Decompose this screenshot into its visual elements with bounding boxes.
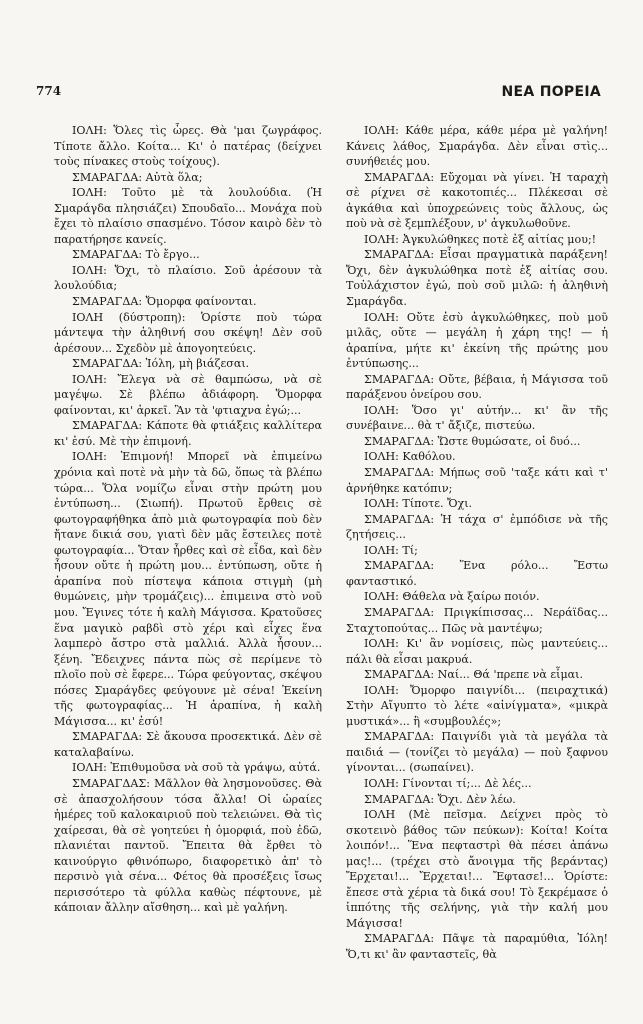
right-column	[346, 123, 608, 963]
dialogue-paragraph: ΣΜΑΡΑΓΔΑ: Ὥστε θυμώσατε, οἱ δυό...	[364, 434, 581, 448]
dialogue-paragraph: ΙΟΛΗ: Τίποτε. Ὄχι.	[364, 497, 473, 511]
dialogue-paragraph: ΣΜΑΡΑΓΔΑ: Ὄχι. Δὲν λέω.	[364, 792, 516, 806]
dialogue-paragraph: ΣΜΑΡΑΓΔΑ: Ἡ τάχα σ' ἐμπόδισε νὰ τῆς ζητήσεις...	[346, 512, 608, 542]
dialogue-paragraph: ΙΟΛΗ: Θάθελα νὰ ξαίρω ποιόν.	[364, 590, 540, 604]
dialogue-paragraph: ΙΟΛΗ: Τοῦτο μὲ τὰ λουλούδια. (Ἡ Σμαράγδα πλησιάζει) Σπουδαῖο... Μονάχα ποὺ ἔχει τὸ πλαίσιο σπασμένο. Τόσον καιρὸ δὲν τὸ παρατήρησε κανείς.	[54, 186, 322, 246]
dialogue-paragraph: ΙΟΛΗ (Μὲ πεῖσμα. Δείχνει πρὸς τὸ σκοτεινὸ βάθος τῶν πεύκων): Κοίτα! Κοίτα λοιπόν!... Ἕνα πεφταστρὶ θὰ πέσει ἀπάνω μας!... (τρέχει στὸ ἄνοιγμα τῆς βεράντας) Ἔρχεται!... Ἔρχεται!... Ἔφτασε!... Ὁρίστε: ἔπεσε στὰ χέρια τὰ δικά σου! Τὸ ξεκρέμασε ὁ ἱππότης τῆς σελήνης, γιὰ τὴν καλή μου Μάγισσα!	[346, 808, 608, 930]
dialogue-paragraph: ΙΟΛΗ: Ὅλες τὶς ὧρες. Θὰ 'μαι ζωγράφος. Τίποτε ἄλλο. Κοίτα... Κι' ὁ πατέρας (δείχνει τοὺς πίνακες στοὺς τοίχους).	[54, 124, 322, 169]
dialogue-paragraph: ΣΜΑΡΑΓΔΑ: Ἰόλη, μὴ βιάζεσαι.	[72, 357, 250, 371]
dialogue-paragraph: ΣΜΑΡΑΓΔΑΣ: Μᾶλλον θὰ λησμονοῦσες. Θὰ σὲ ἀπασχολήσουν τόσα ἄλλα! Οἱ ὡραίες ἡμέρες τοῦ καλοκαιριοῦ ποὺ τελειώνει. Θὰ τὶς χαίρεσαι, θὰ σὲ γοητεύει ἡ ὁμορφιά, ποὺ ἐδῶ, πλανιέται παντοῦ. Ἔπειτα θὰ ἔρθει τὸ καινούργιο φθινόπωρο, διαφορετικὸ ἀπ' τὸ περσινὸ γιὰ σένα... Φέτος θὰ προσέξεις ἴσως περισσότερο τὰ φύλλα καθὼς πέφτουνε, μὲ κάποιαν ἄλλην αἴσθηση... καὶ μὲ γαλήνη.	[54, 776, 322, 915]
dialogue-paragraph: ΣΜΑΡΑΓΔΑ: Πᾶψε τὰ παραμύθια, Ἰόλη! Ὅ,τι κι' ἂν φανταστεῖς, θὰ	[346, 932, 608, 961]
dialogue-paragraph: ΣΜΑΡΑΓΔΑ: Πριγκίπισσας... Νεράϊδας... Σταχτοπούτας... Πῶς νὰ μαντέψω;	[346, 605, 608, 635]
page-number: 774	[36, 84, 62, 98]
dialogue-paragraph: ΣΜΑΡΑΓΔΑ: Τὸ ἔργο...	[72, 248, 200, 262]
dialogue-paragraph: ΣΜΑΡΑΓΔΑ: Εἶσαι πραγματικὰ παράξενη! Ὄχι, δὲν ἀγκυλώθηκα ποτὲ ἐξ αἰτίας σου. Τοὐλάχιστον ἐγώ, ποὺ σοῦ μιλῶ: ἡ ἀληθινὴ Σμαράγδα.	[346, 248, 608, 309]
dialogue-paragraph: ΣΜΑΡΑΓΔΑ: Παιγνίδι γιὰ τὰ μεγάλα τὰ παιδιά — (τονίζει τὸ μεγάλα) — ποὺ ξαφνου γίνονται... (σωπαίνει).	[346, 730, 608, 775]
dialogue-paragraph: ΣΜΑΡΑΓΔΑ: Σὲ ἄκουσα προσεκτικά. Δὲν σὲ καταλαβαίνω.	[54, 730, 322, 759]
dialogue-paragraph: ΙΟΛΗ: Ὄμορφο παιγνίδι... (πειραχτικά) Στὴν Αἴγυπτο τὸ λέτε «αἰνίγματα», «μικρὰ μυστικά»... ἢ «συμβουλές»;	[346, 683, 608, 728]
dialogue-paragraph: ΙΟΛΗ: Ὄχι, τὸ πλαίσιο. Σοῦ ἀρέσουν τὰ λουλούδια;	[54, 263, 322, 293]
dialogue-paragraph: ΙΟΛΗ: Ὅσο γι' αὐτήν... κι' ἂν τῆς συνέβαινε... θὰ τ' ἄξιζε, πιστεύω.	[346, 403, 608, 433]
dialogue-paragraph: ΙΟΛΗ: Καθόλου.	[364, 450, 456, 464]
dialogue-paragraph: ΣΜΑΡΑΓΔΑ: Μήπως σοῦ 'ταξε κάτι καὶ τ' ἀρνήθηκε κατόπιν;	[346, 466, 608, 495]
journal-title: ΝΕΑ ΠΟΡΕΙΑ	[501, 84, 601, 100]
page-header	[0, 84, 643, 104]
dialogue-paragraph: ΣΜΑΡΑΓΔΑ: Ὄμορφα φαίνονται.	[72, 295, 257, 309]
dialogue-paragraph: ΙΟΛΗ: Ἀγκυλώθηκες ποτὲ ἐξ αἰτίας μου;!	[364, 232, 597, 246]
dialogue-paragraph: ΙΟΛΗ: Ἐπιμονή! Μπορεῖ νὰ ἐπιμείνω χρόνια καὶ ποτὲ νὰ μὴν τὰ δῶ, ὅπως τὰ βλέπω τώρα... Ὅλα νομίζω εἶναι στὴν πρώτη μου ἐντύπωση... (Σιωπή). Πρωτοῦ ἔρθεις σὲ φωτογραφήθηκα ἀπὸ μιὰ φωτογραφία ποὺ δὲν ἤτανε δικιά σου, γιατὶ δὲν μᾶς ἔστειλες ποτὲ φωτογραφία... Ὅταν ἦρθες καὶ σὲ εἶδα, καὶ δὲν ἦσουν οὔτε ἡ πρώτη μου... ἐντύπωση, οὔτε ἡ ἀραπίνα ποὺ πίστεψα κάποια στιγμὴ (μὴ θυμώνεις, μὴν τρομάζεις)... ἐπιμεινα στὸ νοῦ μου. Ἔγινες τότε ἡ καλὴ Μάγισσα. Κρατοῦσες ἕνα μαγικὸ ραβδὶ στὸ χέρι καὶ εἶχες ἕνα λαμπερὸ ἄστρο στὰ μαλλιά. Ἀλλὰ ἦσουν... ξένη. Ἔδειχνες πάντα πὼς σὲ περίμενε τὸ πλοῖο ποὺ σὲ ἔφερε... Τώρα φεύγοντας, σκέψου πόσες Σμαράγδες φεύγουνε μὲ σένα! Ἐκείνη τῆς φωτογραφίας... Ἡ ἀραπίνα, ἡ καλὴ Μάγισσα... κι' ἐσύ!	[54, 450, 322, 728]
dialogue-paragraph: ΙΟΛΗ: Ἔλεγα νὰ σὲ θαμπώσω, νὰ σὲ μαγέψω. Σὲ βλέπω ἀδιάφορη. Ὅμορφα φαίνονται, κι' ἀρκεῖ. Ἂν τὰ 'φτιαχνα ἐγώ;...	[54, 372, 322, 417]
dialogue-paragraph: ΙΟΛΗ: Κι' ἂν νομίσεις, πὼς μαντεύεις... πάλι θὰ εἶσαι μακρυά.	[346, 637, 608, 666]
dialogue-paragraph: ΣΜΑΡΑΓΔΑ: Ἕνα ρόλο... Ἔστω φανταστικό.	[346, 559, 608, 588]
dialogue-paragraph: ΣΜΑΡΑΓΔΑ: Εὔχομαι νὰ γίνει. Ἡ ταραχὴ σὲ ρίχνει σὲ κακοτοπιές... Πλέκεσαι σὲ ἀγκάθια καὶ ὑποχρεώνεις τοὺς ἄλλους, ὡς ποὺ νὰ σὲ ξεμπλέξουν, ν' ἀγκυλωθοῦνε.	[346, 170, 608, 231]
dialogue-paragraph: ΣΜΑΡΑΓΔΑ: Ναί... Θά 'πρεπε νὰ εἶμαι.	[364, 668, 584, 682]
dialogue-paragraph: ΙΟΛΗ: Κάθε μέρα, κάθε μέρα μὲ γαλήνη! Κάνεις λάθος, Σμαράγδα. Δὲν εἶναι στὶς... συνήθειές μου.	[346, 124, 608, 169]
dialogue-paragraph: ΙΟΛΗ: Τί;	[364, 543, 418, 557]
dialogue-paragraph: ΙΟΛΗ (δύστροπη): Ὁρίστε ποὺ τώρα μάντεψα τὴν ἀληθινή σου σκέψη! Δὲν σοῦ ἀρέσουν... Σχεδὸν μὲ ἀπογοητεύεις.	[54, 310, 322, 355]
dialogue-paragraph: ΣΜΑΡΑΓΔΑ: Κάποτε θὰ φτιάξεις καλλίτερα κι' ἐσύ. Μὲ τὴν ἐπιμονή.	[54, 419, 322, 448]
dialogue-paragraph: ΙΟΛΗ: Γίνονται τί;... Δὲ λές...	[364, 776, 532, 790]
left-column	[54, 123, 322, 916]
dialogue-paragraph: ΙΟΛΗ: Οὔτε ἐσὺ ἀγκυλώθηκες, ποὺ μοῦ μιλᾶς, οὔτε — μεγάλη ἡ χάρη της! — ἡ ἀραπίνα, μήτε κι' ἐκείνη τῆς πρώτης μου ἐντύπωσης...	[346, 310, 608, 371]
dialogue-paragraph: ΣΜΑΡΑΓΔΑ: Αὐτὰ ὅλα;	[72, 170, 203, 184]
dialogue-paragraph: ΙΟΛΗ: Ἐπιθυμοῦσα νὰ σοῦ τὰ γράψω, αὐτά.	[72, 761, 321, 775]
dialogue-paragraph: ΣΜΑΡΑΓΔΑ: Οὔτε, βέβαια, ἡ Μάγισσα τοῦ παράξενου ὀνείρου σου.	[346, 372, 608, 402]
